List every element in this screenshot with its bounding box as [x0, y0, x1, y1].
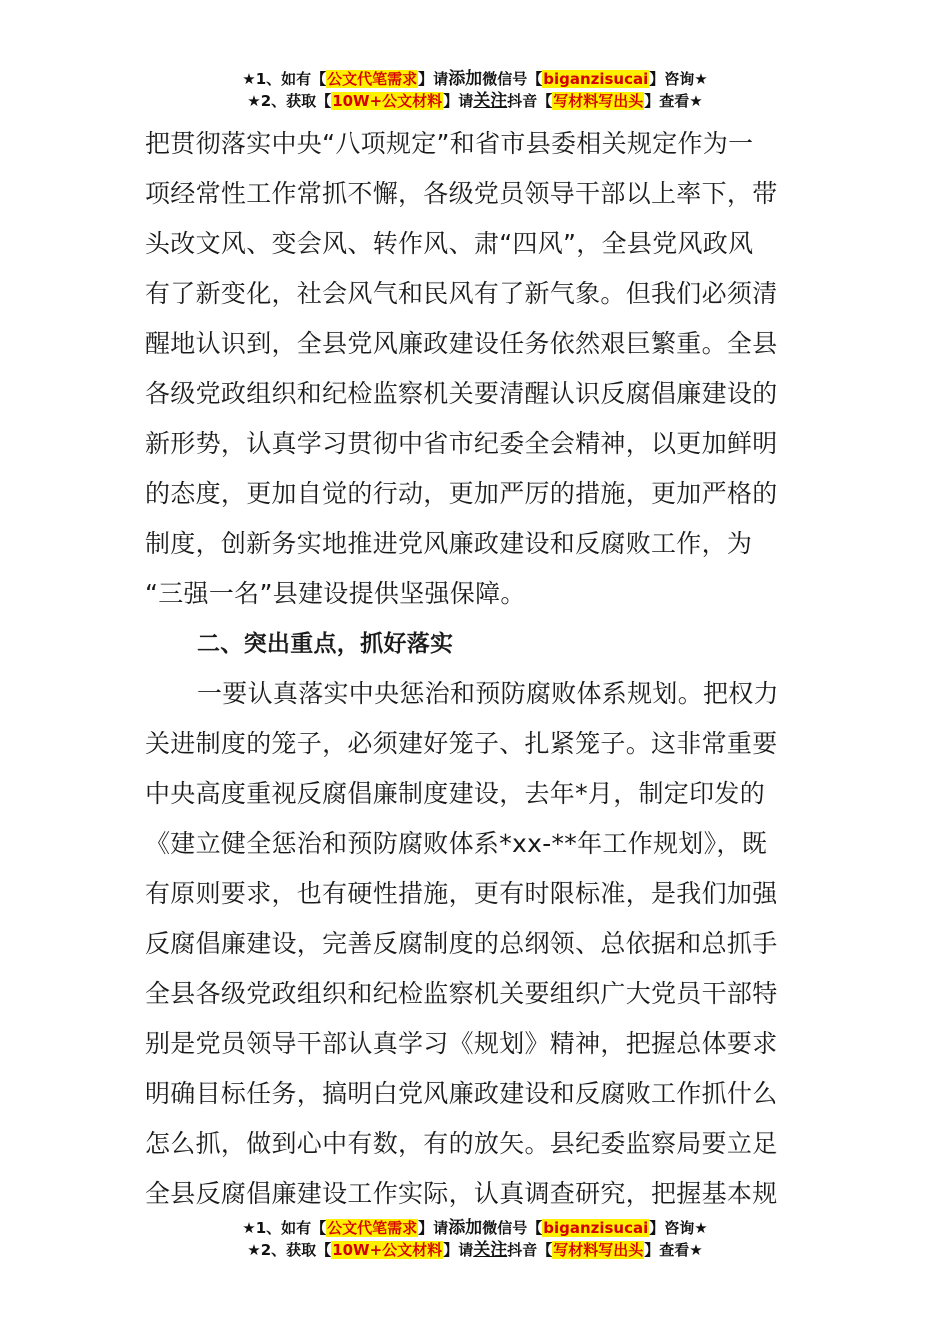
- banner-text: 】请: [443, 1241, 474, 1259]
- text-line: 把贯彻落实中央“八项规定”和省市县委相关规定作为一: [145, 129, 754, 158]
- highlight-service: 公文代笔需求: [327, 1219, 418, 1237]
- banner-text: 抖音【: [507, 92, 553, 110]
- text-line: 有原则要求，也有硬性措施，更有时限标准，是我们加强: [145, 879, 778, 908]
- text-line: 有了新变化，社会风气和民风有了新气象。但我们必须清: [145, 279, 778, 308]
- banner-line-1: [0, 68, 950, 90]
- banner-text: 】请: [443, 92, 474, 110]
- text-line: 全县各级党政组织和纪检监察机关要组织广大党员干部特: [145, 979, 778, 1008]
- document-body: [145, 119, 810, 1219]
- highlight-douyin: 写材料写出头: [553, 92, 644, 110]
- banner-text: 】查看★: [644, 92, 703, 110]
- banner-text: 抖音【: [507, 1241, 553, 1259]
- banner-emphasis: 添加: [448, 69, 483, 89]
- text-line: 醒地认识到，全县党风廉政建设任务依然艰巨繁重。全县: [145, 329, 778, 358]
- banner-emphasis: 关注: [473, 91, 508, 111]
- highlight-service: 公文代笔需求: [327, 70, 418, 88]
- text-line: 的态度，更加自觉的行动，更加严厉的措施，更加严格的: [145, 479, 778, 508]
- text-line: 新形势，认真学习贯彻中省市纪委全会精神，以更加鲜明: [145, 429, 778, 458]
- banner-text: ★2、获取【: [247, 1241, 332, 1259]
- banner-text: 】请: [418, 70, 449, 88]
- banner-text: ★1、如有【: [242, 70, 327, 88]
- banner-text: 微信号【: [482, 70, 543, 88]
- text-line: 关进制度的笼子，必须建好笼子、扎紧笼子。这非常重要: [145, 729, 778, 758]
- banner-text: ★1、如有【: [242, 1219, 327, 1237]
- text-line: 反腐倡廉建设，完善反腐制度的总纲领、总依据和总抓手: [145, 929, 778, 958]
- highlight-materials: 10W+公文材料: [332, 1241, 443, 1259]
- footer-banner: [0, 1217, 950, 1261]
- banner-line-2: [0, 1239, 950, 1261]
- text-line: 中央高度重视反腐倡廉制度建设，去年*月，制定印发的: [145, 779, 766, 808]
- text-line: 制度，创新务实地推进党风廉政建设和反腐败工作，为: [145, 529, 753, 558]
- banner-line-2: [0, 90, 950, 112]
- section-heading: 二、突出重点，抓好落实: [197, 631, 454, 657]
- highlight-wechat-id: biganzisucai: [543, 1219, 649, 1237]
- banner-text: 】咨询★: [649, 1219, 708, 1237]
- highlight-wechat-id: biganzisucai: [543, 70, 649, 88]
- text-line: 全县反腐倡廉建设工作实际，认真调查研究，把握基本规: [145, 1179, 778, 1208]
- text-line: 怎么抓，做到心中有数，有的放矢。县纪委监察局要立足: [145, 1129, 778, 1158]
- text-line: 一要认真落实中央惩治和预防腐败体系规划。把权力: [197, 679, 779, 708]
- banner-emphasis: 添加: [448, 1218, 483, 1238]
- text-line: 各级党政组织和纪检监察机关要清醒认识反腐倡廉建设的: [145, 379, 778, 408]
- highlight-douyin: 写材料写出头: [553, 1241, 644, 1259]
- text-line: 头改文风、变会风、转作风、肃“四风”，全县党风政风: [145, 229, 754, 258]
- banner-line-1: [0, 1217, 950, 1239]
- banner-text: 】请: [418, 1219, 449, 1237]
- header-banner: [0, 68, 950, 112]
- text-line: 项经常性工作常抓不懈，各级党员领导干部以上率下，带: [145, 179, 778, 208]
- banner-emphasis: 关注: [473, 1240, 508, 1260]
- banner-text: ★2、获取【: [247, 92, 332, 110]
- highlight-materials: 10W+公文材料: [332, 92, 443, 110]
- banner-text: 微信号【: [482, 1219, 543, 1237]
- text-line: 别是党员领导干部认真学习《规划》精神，把握总体要求: [145, 1029, 778, 1058]
- text-line: “三强一名”县建设提供坚强保障。: [145, 579, 526, 608]
- text-line: 明确目标任务，搞明白党风廉政建设和反腐败工作抓什么: [145, 1079, 778, 1108]
- text-line: 《建立健全惩治和预防腐败体系*xx-**年工作规划》，既: [145, 829, 768, 858]
- banner-text: 】查看★: [644, 1241, 703, 1259]
- banner-text: 】咨询★: [649, 70, 708, 88]
